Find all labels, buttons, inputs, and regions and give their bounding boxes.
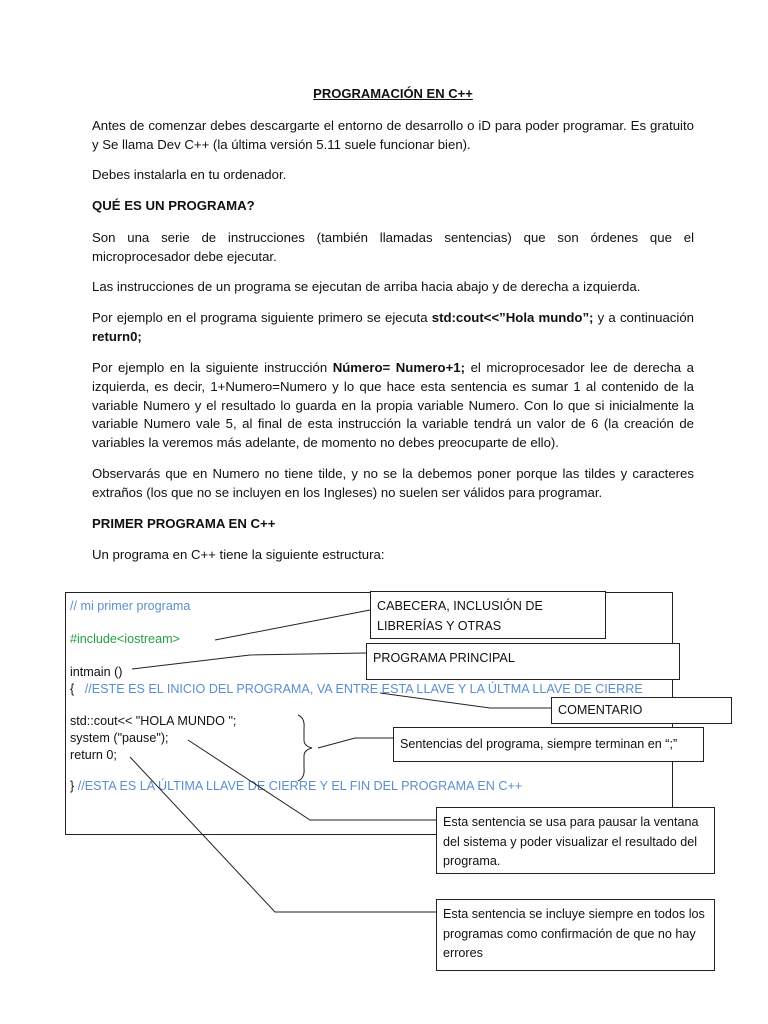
- paragraph-example-cout: [92, 309, 694, 347]
- paragraph-tildes: Observarás que en Numero no tiene tilde, y no se la debemos poner porque las tildes y caracteres extraños (los que no se incluyen en los Ingleses) no suelen ser válidos para programar.: [92, 466, 694, 500]
- callout-statements: Sentencias del programa, siempre terminan en “;”: [393, 727, 704, 762]
- intro-paragraph-1: Antes de comenzar debes descargarte el entorno de desarrollo o iD para poder programar. Es gratuito y Se llama Dev C++ (la última versión 5.11 suele funcionar bien).: [92, 118, 694, 152]
- paragraph-execution-order: Las instrucciones de un programa se ejecutan de arriba hacia abajo y de derecha a izquierda.: [92, 279, 641, 294]
- intro-paragraph-2: Debes instalarla en tu ordenador.: [92, 167, 287, 182]
- code-line-comment: // mi primer programa: [70, 599, 191, 613]
- callout-comment: COMENTARIO: [551, 697, 732, 724]
- example-numero-text-c: el microprocesador lee de derecha a izquierda, es decir, 1+Numero=Numero y lo que hace esta sentencia es sumar 1 al contenido de la variable Numero y el resultado lo guarda en la propia variable Numero. Con lo que si inicialmente la variable Numero vale 5, al final de esta instrucción la variable tendrá un valor de 6 (la creación de variables la veremos más adelante, de momento no debes preocuparte de ello).: [92, 360, 694, 451]
- code-line-main: intmain (): [70, 665, 123, 679]
- code-open-comment: //ESTE ES EL INICIO DEL PROGRAMA, VA ENTRE ESTA LLAVE Y LA ÚLTMA LLAVE DE CIERRE: [84, 682, 643, 696]
- code-close-brace: }: [70, 779, 75, 793]
- example-numero-text-a: Por ejemplo en la siguiente instrucción: [92, 360, 333, 375]
- section-heading-program: QUÉ ES UN PROGRAMA?: [92, 198, 255, 213]
- callout-main-program: PROGRAMA PRINCIPAL: [366, 643, 680, 680]
- paragraph-example-numero: [92, 359, 694, 453]
- callout-pause: Esta sentencia se usa para pausar la ventana del sistema y poder visualizar el resultado del programa.: [436, 807, 715, 874]
- callout-return: Esta sentencia se incluye siempre en todos los programas como confirmación de que no hay errores: [436, 899, 715, 971]
- example-numero-code: Número= Numero+1;: [332, 360, 466, 375]
- callout-header: CABECERA, INCLUSIÓN DE LIBRERÍAS Y OTRAS: [370, 591, 606, 639]
- code-line-open: [70, 682, 643, 696]
- page-title: PROGRAMACIÓN EN C++: [313, 86, 473, 101]
- section-heading-first-program: PRIMER PROGRAMA EN C++: [92, 516, 276, 531]
- code-open-brace: {: [70, 682, 75, 696]
- example-cout-text-a: Por ejemplo en el programa siguiente primero se ejecuta: [92, 310, 432, 325]
- example-cout-code: std:cout<<”Hola mundo”;: [431, 310, 594, 325]
- code-line-cout: std::cout<< "HOLA MUNDO ";: [70, 714, 237, 728]
- example-cout-text-c: y a continuación: [593, 310, 694, 325]
- code-line-close: [70, 779, 522, 793]
- code-line-include: #include<iostream>: [70, 632, 180, 646]
- paragraph-structure: Un programa en C++ tiene la siguiente estructura:: [92, 547, 385, 562]
- code-line-return: return 0;: [70, 748, 117, 762]
- paragraph-instructions: Son una serie de instrucciones (también llamadas sentencias) que son órdenes que el microprocesador debe ejecutar.: [92, 230, 694, 264]
- example-return-code: return0;: [92, 328, 142, 344]
- code-line-system: system ("pause");: [70, 731, 169, 745]
- code-close-comment: //ESTA ES LA ÚLTIMA LLAVE DE CIERRE Y EL FIN DEL PROGRAMA EN C++: [77, 779, 523, 793]
